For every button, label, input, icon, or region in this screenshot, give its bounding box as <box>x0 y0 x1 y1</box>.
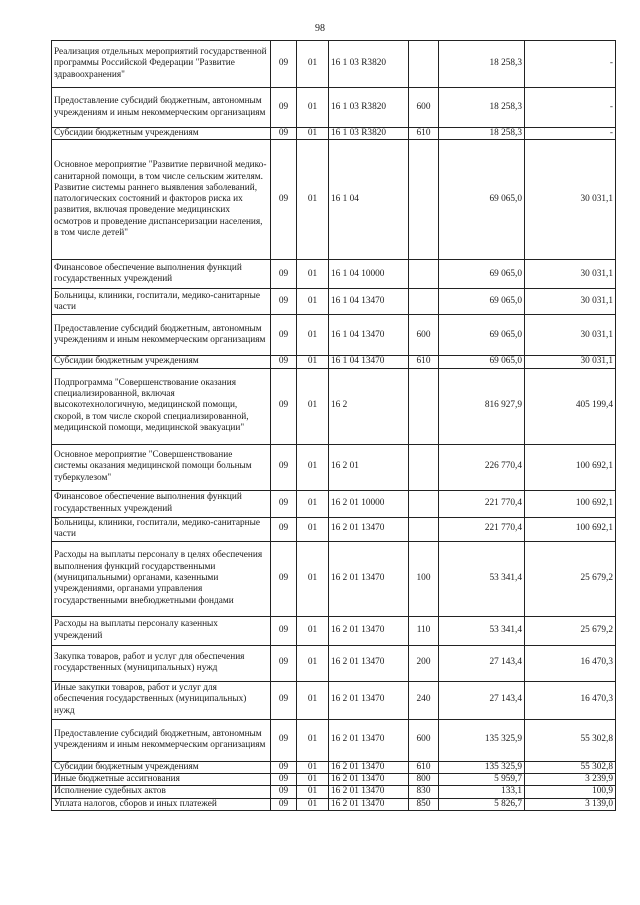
amount-executed: 55 302,8 <box>525 719 616 761</box>
expense-name: Уплата налогов, сборов и иных платежей <box>52 798 271 810</box>
table-row <box>52 41 616 88</box>
expense-type-code: 200 <box>409 645 439 681</box>
expense-type-code: 830 <box>409 786 439 798</box>
expense-name: Предоставление субсидий бюджетным, автономным учреждениям и иным некоммерческим организациям <box>52 315 271 356</box>
amount-executed: 100 692,1 <box>525 444 616 490</box>
table-row <box>52 798 616 810</box>
expense-type-code <box>409 260 439 289</box>
expense-type-code <box>409 289 439 315</box>
subsection-code: 01 <box>297 444 329 490</box>
amount-planned: 816 927,9 <box>439 368 525 444</box>
expense-type-code: 600 <box>409 719 439 761</box>
target-article-code: 16 2 01 13470 <box>329 761 409 773</box>
expense-name: Основное мероприятие "Совершенствование системы оказания медицинской помощи больным туберкулезом" <box>52 444 271 490</box>
expense-name: Закупка товаров, работ и услуг для обеспечения государственных (муниципальных) нужд <box>52 645 271 681</box>
expense-name: Основное мероприятие "Развитие первичной медико-санитарной помощи, в том числе сельским жителям. Развитие системы раннего выявления заболеваний, патологических состояний и факторов риска их развития, включая проведение медицинских осмотров и проведение диспансеризации населения, в том числе детей" <box>52 140 271 260</box>
section-code: 09 <box>271 517 297 541</box>
amount-planned: 18 258,3 <box>439 41 525 88</box>
amount-executed: 30 031,1 <box>525 260 616 289</box>
amount-executed: 30 031,1 <box>525 315 616 356</box>
page-number: 98 <box>315 23 325 34</box>
amount-executed: 16 470,3 <box>525 645 616 681</box>
section-code: 09 <box>271 88 297 128</box>
table-row <box>52 719 616 761</box>
amount-executed: - <box>525 88 616 128</box>
section-code: 09 <box>271 315 297 356</box>
section-code: 09 <box>271 616 297 645</box>
section-code: 09 <box>271 128 297 140</box>
expense-type-code <box>409 41 439 88</box>
subsection-code: 01 <box>297 88 329 128</box>
amount-executed: - <box>525 128 616 140</box>
amount-planned: 53 341,4 <box>439 541 525 616</box>
expense-name: Субсидии бюджетным учреждениям <box>52 761 271 773</box>
expense-name: Больницы, клиники, госпитали, медико-санитарные части <box>52 517 271 541</box>
target-article-code: 16 2 <box>329 368 409 444</box>
target-article-code: 16 2 01 13470 <box>329 798 409 810</box>
expense-type-code: 610 <box>409 761 439 773</box>
table-row <box>52 128 616 140</box>
expense-name: Предоставление субсидий бюджетным, автономным учреждениям и иным некоммерческим организациям <box>52 88 271 128</box>
amount-executed: 55 302,8 <box>525 761 616 773</box>
amount-planned: 18 258,3 <box>439 88 525 128</box>
expense-name: Субсидии бюджетным учреждениям <box>52 356 271 368</box>
expense-name: Исполнение судебных актов <box>52 786 271 798</box>
amount-planned: 69 065,0 <box>439 140 525 260</box>
amount-planned: 69 065,0 <box>439 260 525 289</box>
section-code: 09 <box>271 140 297 260</box>
expense-name: Предоставление субсидий бюджетным, автономным учреждениям и иным некоммерческим организациям <box>52 719 271 761</box>
subsection-code: 01 <box>297 517 329 541</box>
table-row <box>52 517 616 541</box>
subsection-code: 01 <box>297 541 329 616</box>
table-row <box>52 541 616 616</box>
table-row <box>52 356 616 368</box>
expense-type-code: 600 <box>409 315 439 356</box>
amount-planned: 133,1 <box>439 786 525 798</box>
amount-planned: 69 065,0 <box>439 289 525 315</box>
expense-type-code <box>409 140 439 260</box>
target-article-code: 16 1 04 13470 <box>329 289 409 315</box>
amount-executed: 25 679,2 <box>525 541 616 616</box>
amount-executed: 100,9 <box>525 786 616 798</box>
section-code: 09 <box>271 444 297 490</box>
amount-executed: 30 031,1 <box>525 140 616 260</box>
amount-executed: 3 239,9 <box>525 773 616 785</box>
target-article-code: 16 2 01 13470 <box>329 517 409 541</box>
target-article-code: 16 2 01 13470 <box>329 719 409 761</box>
target-article-code: 16 2 01 <box>329 444 409 490</box>
subsection-code: 01 <box>297 490 329 517</box>
table-row <box>52 786 616 798</box>
section-code: 09 <box>271 798 297 810</box>
section-code: 09 <box>271 260 297 289</box>
amount-planned: 69 065,0 <box>439 315 525 356</box>
expense-type-code: 850 <box>409 798 439 810</box>
target-article-code: 16 2 01 13470 <box>329 773 409 785</box>
section-code: 09 <box>271 645 297 681</box>
table-row <box>52 681 616 719</box>
expense-type-code: 240 <box>409 681 439 719</box>
amount-executed: 100 692,1 <box>525 517 616 541</box>
section-code: 09 <box>271 490 297 517</box>
budget-table <box>51 40 616 811</box>
subsection-code: 01 <box>297 356 329 368</box>
target-article-code: 16 1 04 <box>329 140 409 260</box>
subsection-code: 01 <box>297 786 329 798</box>
amount-planned: 69 065,0 <box>439 356 525 368</box>
subsection-code: 01 <box>297 616 329 645</box>
table-row <box>52 761 616 773</box>
expense-name: Больницы, клиники, госпитали, медико-санитарные части <box>52 289 271 315</box>
section-code: 09 <box>271 368 297 444</box>
target-article-code: 16 1 03 R3820 <box>329 41 409 88</box>
expense-type-code: 610 <box>409 356 439 368</box>
amount-planned: 221 770,4 <box>439 490 525 517</box>
amount-planned: 135 325,9 <box>439 719 525 761</box>
amount-planned: 221 770,4 <box>439 517 525 541</box>
table-row <box>52 490 616 517</box>
target-article-code: 16 1 04 13470 <box>329 315 409 356</box>
amount-planned: 53 341,4 <box>439 616 525 645</box>
budget-rows <box>52 41 616 811</box>
table-row <box>52 368 616 444</box>
amount-planned: 5 826,7 <box>439 798 525 810</box>
subsection-code: 01 <box>297 798 329 810</box>
expense-type-code <box>409 444 439 490</box>
section-code: 09 <box>271 773 297 785</box>
table-row <box>52 315 616 356</box>
subsection-code: 01 <box>297 315 329 356</box>
expense-name: Иные закупки товаров, работ и услуг для обеспечения государственных (муниципальных) нужд <box>52 681 271 719</box>
expense-type-code: 610 <box>409 128 439 140</box>
target-article-code: 16 2 01 10000 <box>329 490 409 517</box>
target-article-code: 16 2 01 13470 <box>329 541 409 616</box>
expense-name: Расходы на выплаты персоналу в целях обеспечения выполнения функций государственными (муниципальными) органами, казенными учреждениями, органами управления государственными внебюджетными фондами <box>52 541 271 616</box>
amount-executed: 405 199,4 <box>525 368 616 444</box>
expense-type-code <box>409 368 439 444</box>
subsection-code: 01 <box>297 260 329 289</box>
table-row <box>52 616 616 645</box>
subsection-code: 01 <box>297 773 329 785</box>
amount-executed: 100 692,1 <box>525 490 616 517</box>
amount-executed: 30 031,1 <box>525 356 616 368</box>
expense-name: Иные бюджетные ассигнования <box>52 773 271 785</box>
target-article-code: 16 1 04 10000 <box>329 260 409 289</box>
subsection-code: 01 <box>297 681 329 719</box>
amount-planned: 135 325,9 <box>439 761 525 773</box>
amount-planned: 27 143,4 <box>439 645 525 681</box>
target-article-code: 16 1 04 13470 <box>329 356 409 368</box>
expense-name: Расходы на выплаты персоналу казенных учреждений <box>52 616 271 645</box>
amount-executed: 16 470,3 <box>525 681 616 719</box>
target-article-code: 16 2 01 13470 <box>329 645 409 681</box>
subsection-code: 01 <box>297 41 329 88</box>
amount-executed: - <box>525 41 616 88</box>
amount-executed: 30 031,1 <box>525 289 616 315</box>
subsection-code: 01 <box>297 128 329 140</box>
subsection-code: 01 <box>297 289 329 315</box>
subsection-code: 01 <box>297 368 329 444</box>
expense-type-code: 600 <box>409 88 439 128</box>
table-row <box>52 773 616 785</box>
expense-name: Финансовое обеспечение выполнения функций государственных учреждений <box>52 260 271 289</box>
section-code: 09 <box>271 356 297 368</box>
expense-name: Реализация отдельных мероприятий государственной программы Российской Федерации "Развитие здравоохранения" <box>52 41 271 88</box>
target-article-code: 16 2 01 13470 <box>329 616 409 645</box>
expense-name: Финансовое обеспечение выполнения функций государственных учреждений <box>52 490 271 517</box>
section-code: 09 <box>271 541 297 616</box>
subsection-code: 01 <box>297 140 329 260</box>
expense-type-code: 110 <box>409 616 439 645</box>
amount-planned: 226 770,4 <box>439 444 525 490</box>
amount-planned: 5 959,7 <box>439 773 525 785</box>
target-article-code: 16 2 01 13470 <box>329 681 409 719</box>
table-row <box>52 88 616 128</box>
expense-name: Субсидии бюджетным учреждениям <box>52 128 271 140</box>
table-row <box>52 645 616 681</box>
expense-type-code: 800 <box>409 773 439 785</box>
amount-planned: 27 143,4 <box>439 681 525 719</box>
expense-type-code <box>409 490 439 517</box>
target-article-code: 16 1 03 R3820 <box>329 128 409 140</box>
section-code: 09 <box>271 681 297 719</box>
amount-executed: 25 679,2 <box>525 616 616 645</box>
table-row <box>52 444 616 490</box>
amount-executed: 3 139,0 <box>525 798 616 810</box>
section-code: 09 <box>271 761 297 773</box>
section-code: 09 <box>271 41 297 88</box>
target-article-code: 16 2 01 13470 <box>329 786 409 798</box>
expense-type-code: 100 <box>409 541 439 616</box>
subsection-code: 01 <box>297 719 329 761</box>
table-row <box>52 289 616 315</box>
subsection-code: 01 <box>297 761 329 773</box>
section-code: 09 <box>271 719 297 761</box>
target-article-code: 16 1 03 R3820 <box>329 88 409 128</box>
amount-planned: 18 258,3 <box>439 128 525 140</box>
subsection-code: 01 <box>297 645 329 681</box>
section-code: 09 <box>271 786 297 798</box>
table-row <box>52 140 616 260</box>
expense-name: Подпрограмма "Совершенствование оказания специализированной, включая высокотехнологичную, медицинской помощи, скорой, в том числе скорой специализированной, медицинской помощи, медицинской эвакуации" <box>52 368 271 444</box>
expense-type-code <box>409 517 439 541</box>
section-code: 09 <box>271 289 297 315</box>
table-row <box>52 260 616 289</box>
